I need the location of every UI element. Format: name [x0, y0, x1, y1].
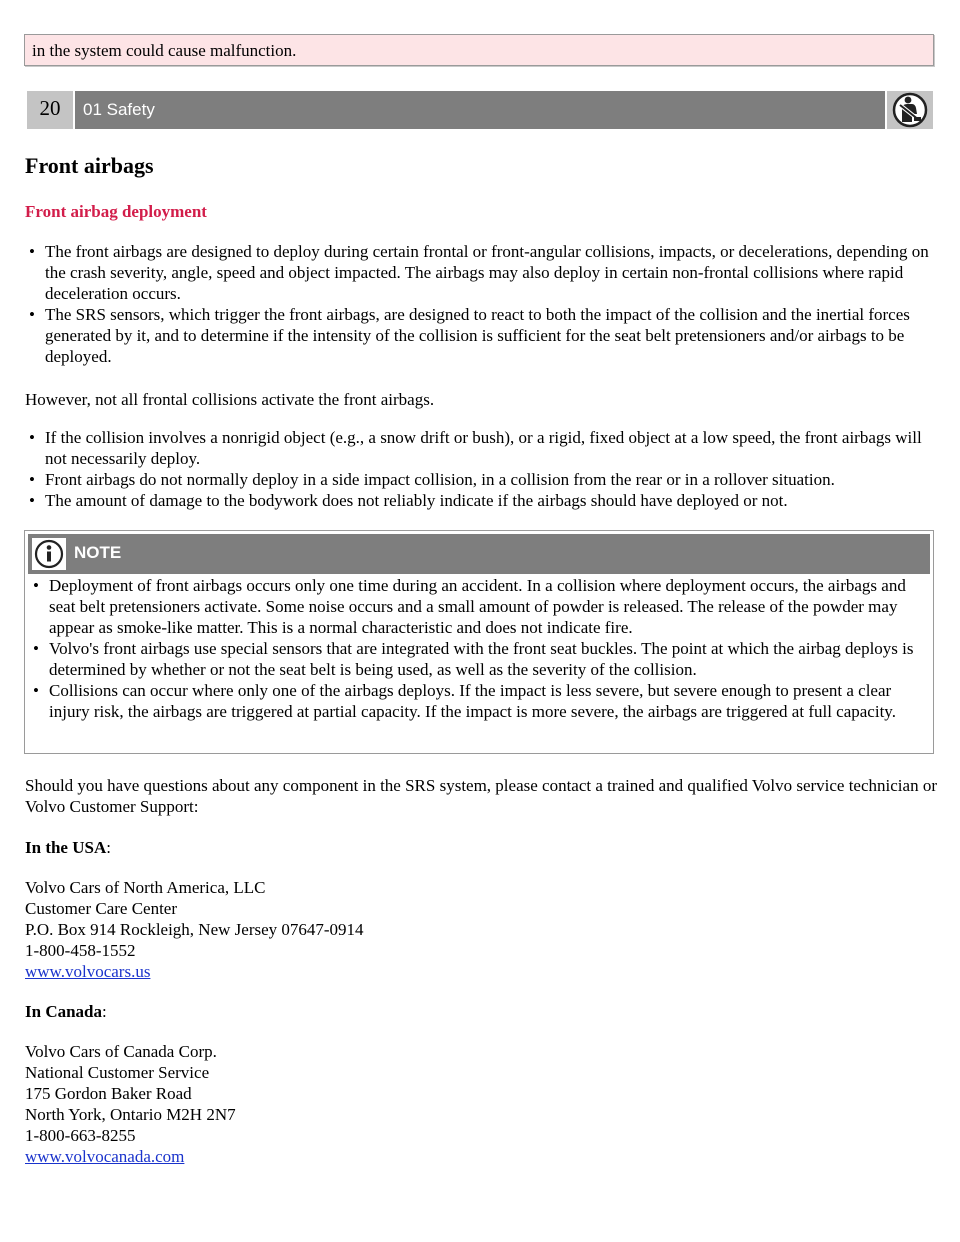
page-title: Front airbags: [25, 153, 154, 178]
address-line: North York, Ontario M2H 2N7: [25, 1105, 236, 1124]
list-item: • If the collision involves a nonrigid object (e.g., a snow drift or bush), or a rigid, fixed object at a low speed, the front airbags will not necessarily deploy.: [25, 427, 937, 469]
page-number: 20: [27, 91, 73, 129]
warning-box-tail: [24, 34, 934, 66]
address-line: 175 Gordon Baker Road: [25, 1084, 192, 1103]
list-item: • Front airbags do not normally deploy in a side impact collision, in a collision from the rear or in a rollover situation.: [25, 469, 937, 490]
warning-text: in the system could cause malfunction.: [32, 41, 297, 60]
paragraph: [25, 389, 937, 410]
usa-heading: In the USA:: [25, 838, 111, 857]
bullet-list-deployment: [25, 241, 937, 367]
note-box: [24, 530, 934, 754]
section-title: 01 Safety: [75, 91, 885, 129]
canada-heading: In Canada:: [25, 1002, 107, 1021]
list-item: • Collisions can occur where only one of the airbags deploys. If the impact is less severe, but severe enough to present a clear injury risk, the airbags are triggered at partial capacity. If the impact is more severe, the airbags are triggered at full capacity.: [29, 680, 929, 722]
note-body: [29, 575, 929, 722]
bullet-list-nondeploy: [25, 427, 937, 511]
phone-number: 1-800-458-1552: [25, 941, 136, 960]
address-line: National Customer Service: [25, 1063, 210, 1082]
seatbelt-icon: [892, 92, 928, 128]
list-item: • Deployment of front airbags occurs only one time during an accident. In a collision where deployment occurs, the airbags and seat belt pretensioners activate. Some noise occurs and a small amount of powder is released. The release of the powder may appear as smoke-like matter. This is a normal characteristic and does not indicate fire.: [29, 575, 929, 638]
paragraph-text: However, not all frontal collisions activate the front airbags.: [25, 390, 435, 409]
paragraph-text: Should you have questions about any component in the SRS system, please contact a trained and qualified Volvo service technician or Volvo Customer Support:: [25, 776, 937, 816]
phone-number: 1-800-663-8255: [25, 1126, 136, 1145]
usa-heading-label: In the USA: [25, 838, 107, 857]
section-header: [27, 91, 933, 129]
section-subtitle: Front airbag deployment: [25, 202, 207, 221]
section-icon-box: [887, 91, 933, 129]
address-line: Volvo Cars of North America, LLC: [25, 878, 266, 897]
usa-address: [25, 877, 364, 982]
address-line: Customer Care Center: [25, 899, 178, 918]
note-header: [28, 534, 930, 574]
info-icon: [32, 538, 66, 570]
canada-address: [25, 1041, 236, 1167]
usa-website-link[interactable]: www.volvocars.us: [25, 962, 151, 981]
paragraph: [25, 775, 937, 817]
list-item: • Volvo's front airbags use special sensors that are integrated with the front seat buckles. The point at which the airbag deploys is determined by whether or not the seat belt is being used, as well as the severity of the collision.: [29, 638, 929, 680]
address-line: Volvo Cars of Canada Corp.: [25, 1042, 217, 1061]
canada-heading-label: In Canada: [25, 1002, 103, 1021]
list-item: • The amount of damage to the bodywork does not reliably indicate if the airbags should have deployed or not.: [25, 490, 937, 511]
list-item: • The front airbags are designed to deploy during certain frontal or front-angular collisions, impacts, or decelerations, depending on the crash severity, angle, speed and object impacted. The airbags may also deploy in certain non-frontal collisions where rapid deceleration occurs.: [25, 241, 937, 304]
address-line: P.O. Box 914 Rockleigh, New Jersey 07647-0914: [25, 920, 364, 939]
list-item: • The SRS sensors, which trigger the front airbags, are designed to react to both the impact of the collision and the inertial forces generated by it, and to determine if the intensity of the collision is sufficient for the seat belt pretensioners and/or airbags to be deployed.: [25, 304, 937, 367]
note-label: NOTE: [74, 543, 122, 562]
canada-website-link[interactable]: www.volvocanada.com: [25, 1147, 185, 1166]
